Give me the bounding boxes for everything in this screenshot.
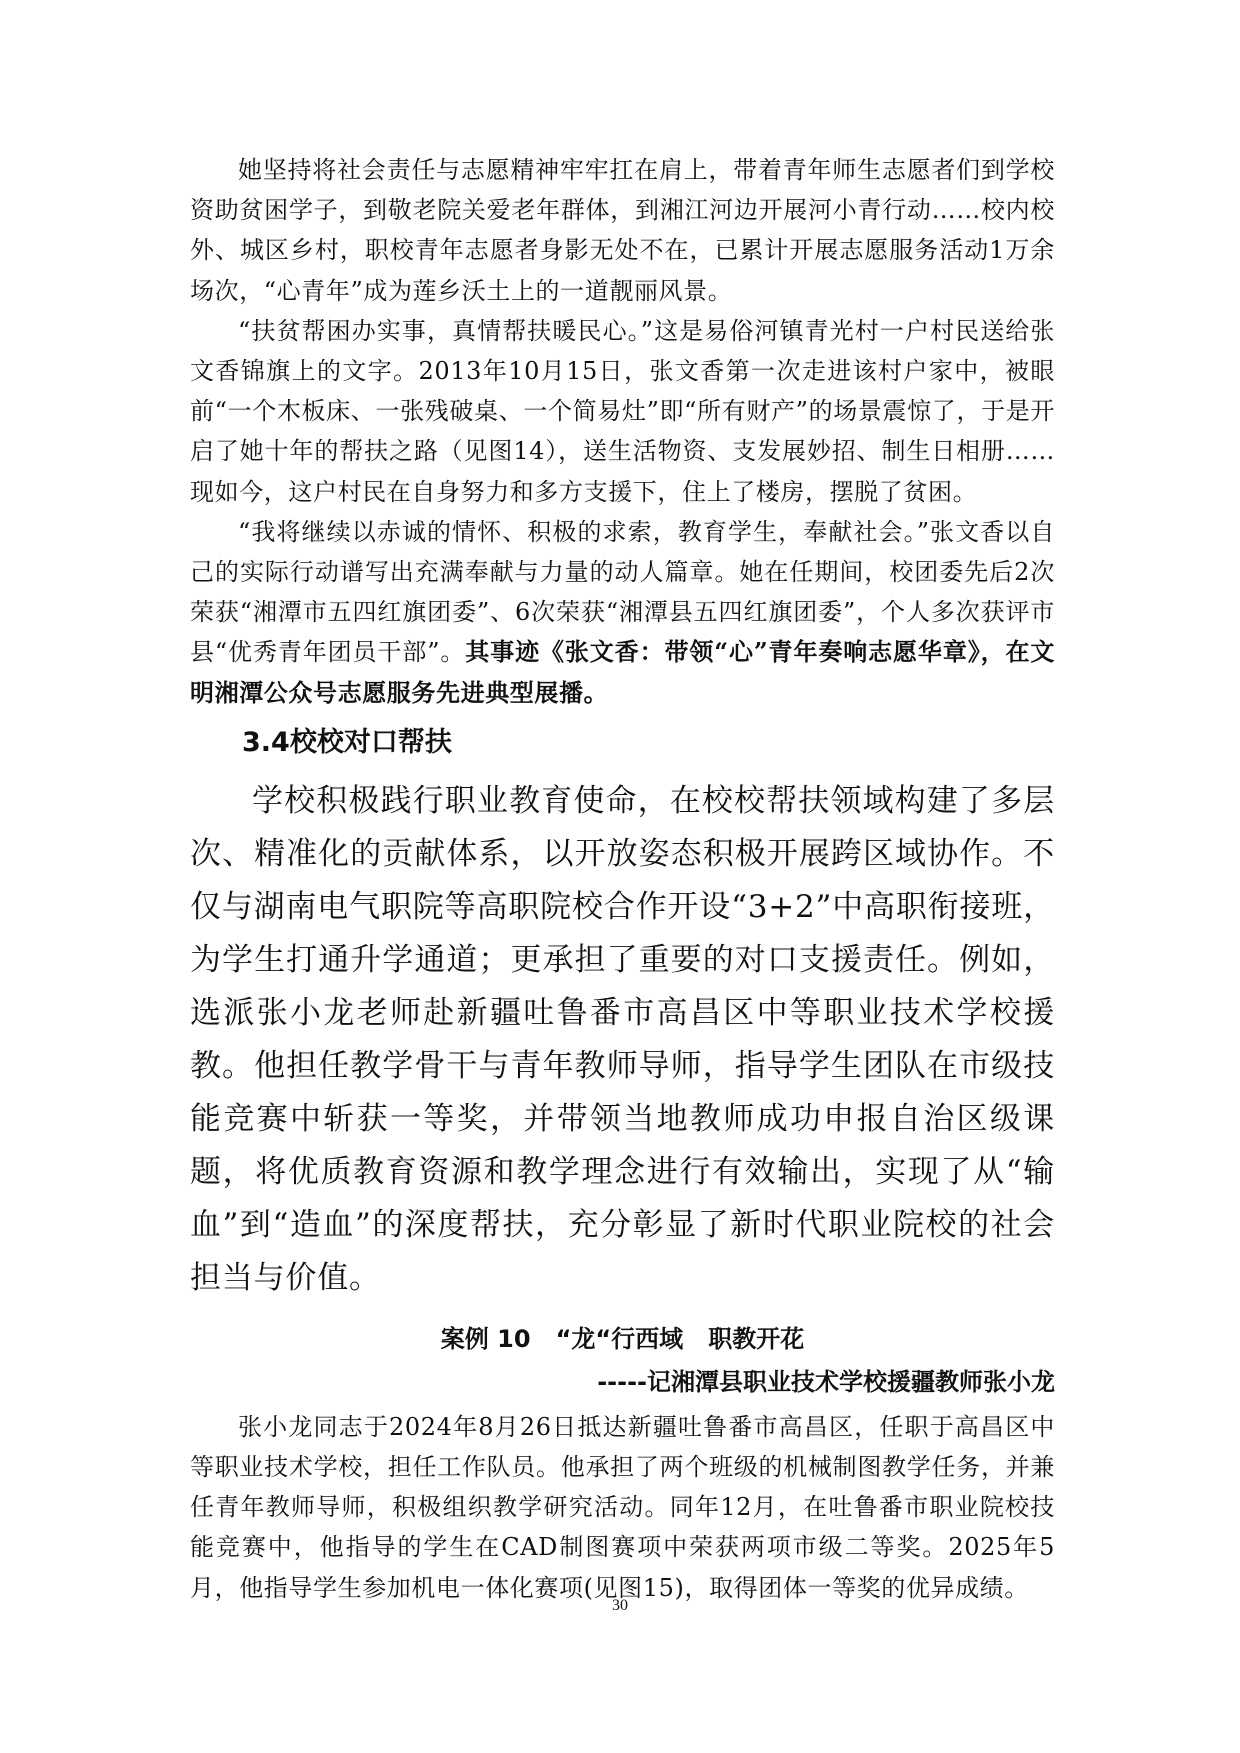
honors-bold-text: 其事迹《张文香：带领“心”青年奏响志愿华章》，在文明湘潭公众号志愿服务先进典型展播。 bbox=[190, 637, 1055, 707]
case-body: 张小龙同志于2024年8月26日抵达新疆吐鲁番市高昌区，任职于高昌区中等职业技术学校，担任工作队员。他承担了两个班级的机械制图教学任务，并兼任青年教师导师，积极组织教学研究活动。同年12月，在吐鲁番市职业院校技能竞赛中，他指导的学生在CAD制图赛项中荣获两项市级二等奖。2025年5月，他指导学生参加机电一体化赛项(见图15)，取得团体一等奖的优异成绩。 bbox=[190, 1412, 1055, 1602]
honors-text: “我将继续以赤诚的情怀、积极的求索，教育学生，奉献社会。”张文香以自己的实际行动谱写出充满奉献与力量的动人篇章。她在任期间，校团委先后2次荣获“湘潭市五四红旗团委”、6次荣获“湘潭县五四红旗团委”，个人多次获评市县“优秀青年团员干部”。 bbox=[190, 517, 1055, 667]
case-title: 案例 10 “龙“行西域 职教开花 bbox=[440, 1324, 805, 1353]
document-page bbox=[190, 150, 1055, 1608]
paragraph-honors bbox=[190, 512, 1055, 713]
section-body: 学校积极践行职业教育使命，在校校帮扶领域构建了多层次、精准化的贡献体系，以开放姿态积极开展跨区域协作。不仅与湖南电气职院等高职院校合作开设“3+2”中高职衔接班，为学生打通升学通道；更承担了重要的对口支援责任。例如，选派张小龙老师赴新疆吐鲁番市高昌区中等职业技术学校援教。他担任教学骨干与青年教师导师，指导学生团队在市级技能竞赛中斩获一等奖，并带领当地教师成功申报自治区级课题，将优质教育资源和教学理念进行有效输出，实现了从“输血”到“造血”的深度帮扶，充分彰显了新时代职业院校的社会担当与价值。 bbox=[190, 782, 1055, 1296]
section-title: 3.4校校对口帮扶 bbox=[242, 726, 452, 758]
page-number: 30 bbox=[612, 1597, 628, 1614]
paragraph-volunteer-spirit: 她坚持将社会责任与志愿精神牢牢扛在肩上，带着青年师生志愿者们到学校资助贫困学子，到敬老院关爱老年群体，到湘江河边开展河小青行动……校内校外、城区乡村，职校青年志愿者身影无处不在，已累计开展志愿服务活动1万余场次，“心青年”成为莲乡沃土上的一道靓丽风景。 bbox=[190, 156, 1055, 305]
case-subtitle: -----记湘潭县职业技术学校援疆教师张小龙 bbox=[597, 1367, 1055, 1396]
paragraph-poverty-relief: “扶贫帮困办实事，真情帮扶暖民心。”这是易俗河镇青光村一户村民送给张文香锦旗上的文字。2013年10月15日，张文香第一次走进该村户家中，被眼前“一个木板床、一张残破桌、一个简易灶”即“所有财产”的场景震惊了，于是开启了她十年的帮扶之路（见图14），送生活物资、支发展妙招、制生日相册……现如今，这户村民在自身努力和多方支援下，住上了楼房，摆脱了贫困。 bbox=[190, 316, 1055, 506]
